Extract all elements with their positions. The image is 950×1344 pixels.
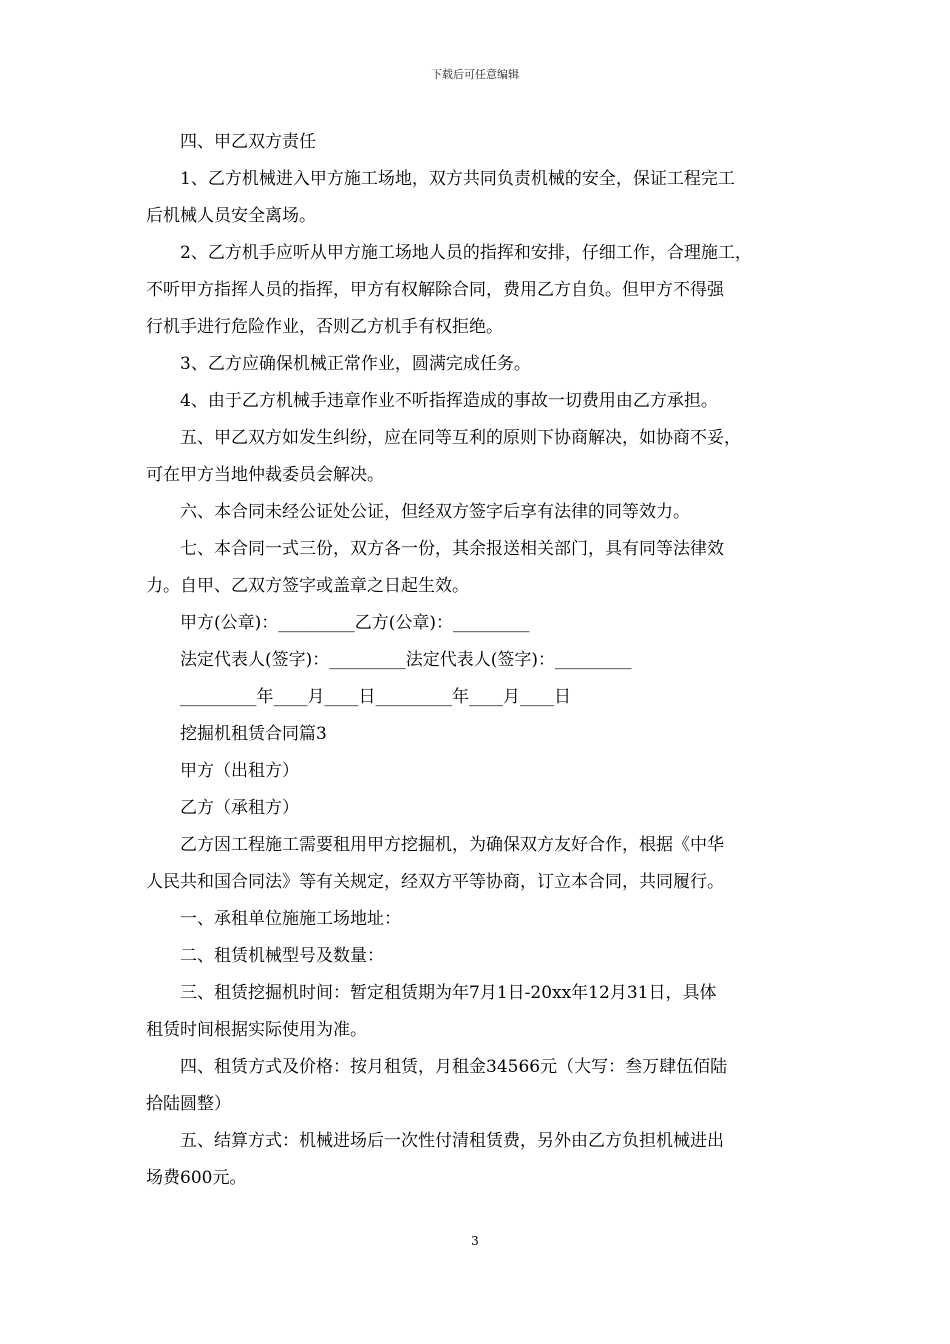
paragraph-line: 1、乙方机械进入甲方施工场地，双方共同负责机械的安全，保证工程完工 <box>180 169 735 189</box>
party-a-line: 甲方（出租方） <box>180 761 299 781</box>
paragraph-line: 可在甲方当地仲裁委员会解决。 <box>146 465 384 485</box>
paragraph-line: 五、甲乙双方如发生纠纷，应在同等互利的原则下协商解决，如协商不妥， <box>180 428 741 448</box>
paragraph-line: 四、甲乙双方责任 <box>180 132 316 152</box>
paragraph-line: 一、承租单位施施工场地址： <box>180 909 401 929</box>
paragraph-line: 后机械人员安全离场。 <box>146 206 316 226</box>
paragraph-line: 不听甲方指挥人员的指挥，甲方有权解除合同，费用乙方自负。但甲方不得强 <box>146 280 724 300</box>
paragraph-line: 行机手进行危险作业，否则乙方机手有权拒绝。 <box>146 317 503 337</box>
section-title: 挖掘机租赁合同篇3 <box>180 724 327 744</box>
header-note: 下载后可任意编辑 <box>431 68 519 81</box>
paragraph-line: 乙方因工程施工需要租用甲方挖掘机，为确保双方友好合作，根据《中华 <box>180 835 724 855</box>
document-body <box>146 124 806 1197</box>
page-number: 3 <box>471 1234 479 1248</box>
paragraph-line: 六、本合同未经公证处公证，但经双方签字后享有法律的同等效力。 <box>180 502 690 522</box>
paragraph-line: 人民共和国合同法》等有关规定，经双方平等协商，订立本合同，共同履行。 <box>146 872 724 892</box>
paragraph-line: 4、由于乙方机械手违章作业不听指挥造成的事故一切费用由乙方承担。 <box>180 391 718 411</box>
party-b-line: 乙方（承租方） <box>180 798 299 818</box>
paragraph-line: 七、本合同一式三份，双方各一份，其余报送相关部门，具有同等法律效 <box>180 539 724 559</box>
paragraph-line: 拾陆圆整） <box>146 1094 231 1114</box>
paragraph-line: 租赁时间根据实际使用为准。 <box>146 1020 367 1040</box>
paragraph-line: 三、租赁挖掘机时间：暂定租赁期为年7月1日-20xx年12月31日，具体 <box>180 983 717 1003</box>
paragraph-line: 力。自甲、乙双方签字或盖章之日起生效。 <box>146 576 469 596</box>
paragraph-line: 场费600元。 <box>146 1168 247 1188</box>
signature-line-seal: 甲方(公章)：_________乙方(公章)：_________ <box>180 613 530 633</box>
paragraph-line: 2、乙方机手应听从甲方施工场地人员的指挥和安排，仔细工作，合理施工， <box>180 243 752 263</box>
signature-line-representative: 法定代表人(签字)：_________法定代表人(签字)：_________ <box>180 650 632 670</box>
paragraph-line: 五、结算方式：机械进场后一次性付清租赁费，另外由乙方负担机械进出 <box>180 1131 724 1151</box>
signature-line-date: _________年____月____日_________年____月____日 <box>180 687 571 707</box>
paragraph-line: 二、租赁机械型号及数量： <box>180 946 384 966</box>
paragraph-line: 3、乙方应确保机械正常作业，圆满完成任务。 <box>180 354 531 374</box>
paragraph-line: 四、租赁方式及价格：按月租赁，月租金34566元（大写：叁万肆伍佰陆 <box>180 1057 728 1077</box>
